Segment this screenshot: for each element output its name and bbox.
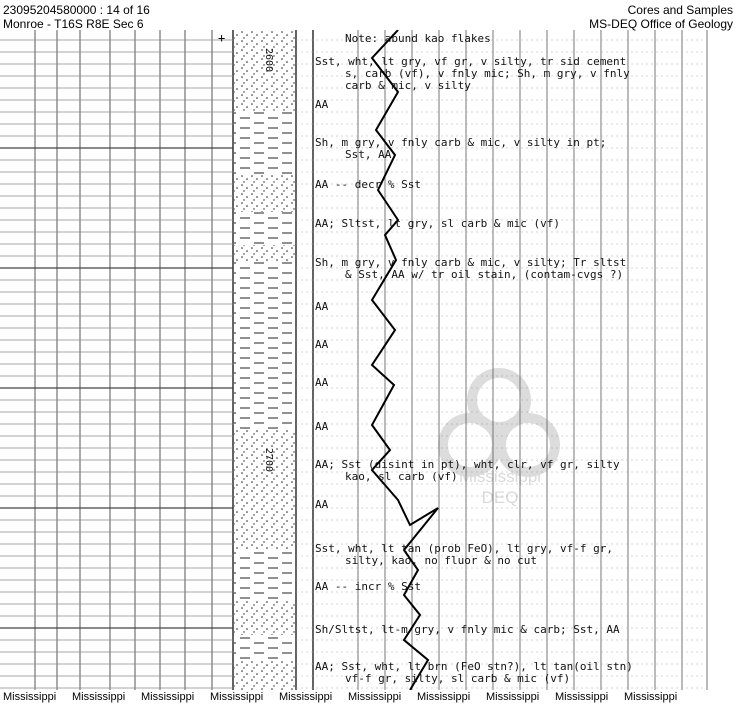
core-description-line: & Sst, AA w/ tr oil stain, (contam-cvgs ?) [345, 268, 624, 281]
deq-watermark [443, 373, 555, 507]
record-id: 23095204580000 : 14 of 16 [3, 3, 150, 17]
footer-label: Mississippi [72, 691, 126, 703]
collection-title: Cores and Samples [627, 3, 733, 17]
core-description-line: Sst, wht, lt tan (prob FeO), lt gry, vf-f gr, [315, 542, 614, 555]
footer-label: Mississippi [486, 691, 540, 703]
watermark-line-2: DEQ [481, 488, 519, 507]
footer-label: Mississippi [555, 691, 609, 703]
core-description-line: AA; Sst, wht, lt brn (FeO stn?), lt tan(oil stn) [315, 660, 633, 673]
core-description-line: AA [315, 376, 329, 389]
core-description-line: AA [315, 498, 329, 511]
core-description-line: AA [315, 300, 329, 313]
footer-label: Mississippi [279, 691, 333, 703]
footer-label: Mississippi [3, 691, 57, 703]
core-description-line: Sh/Sltst, lt-m gry, v fnly mic & carb; Sst, AA [315, 623, 620, 636]
core-description-line: AA -- decr % Sst [315, 178, 421, 191]
description-column [315, 32, 633, 685]
core-log-sheet [0, 30, 737, 690]
core-description-line: vf-f gr, silty, sl carb & mic (vf) [345, 672, 571, 685]
core-description-line: Sh, m gry, v fnly carb & mic, v silty in pt; [315, 136, 607, 149]
core-description-line: Sst, wht, lt gry, vf gr, v silty, tr sid cement [315, 55, 627, 68]
core-description-line: AA [315, 98, 329, 111]
agency-name: MS-DEQ Office of Geology [589, 17, 733, 31]
depth-mark: 2600 [263, 48, 274, 73]
core-description-line: Note: abund kao flakes [345, 32, 491, 45]
footer-label: Mississippi [417, 691, 471, 703]
core-description-line: AA; Sst (disint in pt), wht, clr, vf gr, silty [315, 458, 620, 471]
core-description-line: kao, sl carb (vf) [345, 470, 458, 483]
core-description-line: AA -- incr % Sst [315, 580, 421, 593]
lithology-column [234, 30, 295, 690]
footer-label: Mississippi [141, 691, 195, 703]
core-description-line: AA; Sltst, lt gry, sl carb & mic (vf) [315, 217, 561, 230]
watermark-line-1: Mississippi [458, 467, 542, 486]
core-description-line: Sst, AA [345, 148, 392, 161]
footer-label: Mississippi [210, 691, 264, 703]
core-description-line: AA [315, 338, 329, 351]
plus-mark: + [218, 31, 226, 45]
footer-label: Mississippi [624, 691, 678, 703]
core-description-line: silty, kao, no fluor & no cut [345, 554, 538, 567]
well-location: Monroe - T16S R8E Sec 6 [3, 17, 144, 31]
core-description-line: Sh, m gry, v fnly carb & mic, v silty; Tr sltst [315, 256, 627, 269]
depth-mark: 2700 [263, 448, 274, 473]
core-description-line: s, carb (vf), v fnly mic; Sh, m gry, v fnly [345, 67, 630, 80]
footer-repeat-label [0, 690, 737, 705]
footer-label: Mississippi [348, 691, 402, 703]
core-description-line: carb & mic, v silty [345, 79, 471, 92]
core-description-line: AA [315, 420, 329, 433]
